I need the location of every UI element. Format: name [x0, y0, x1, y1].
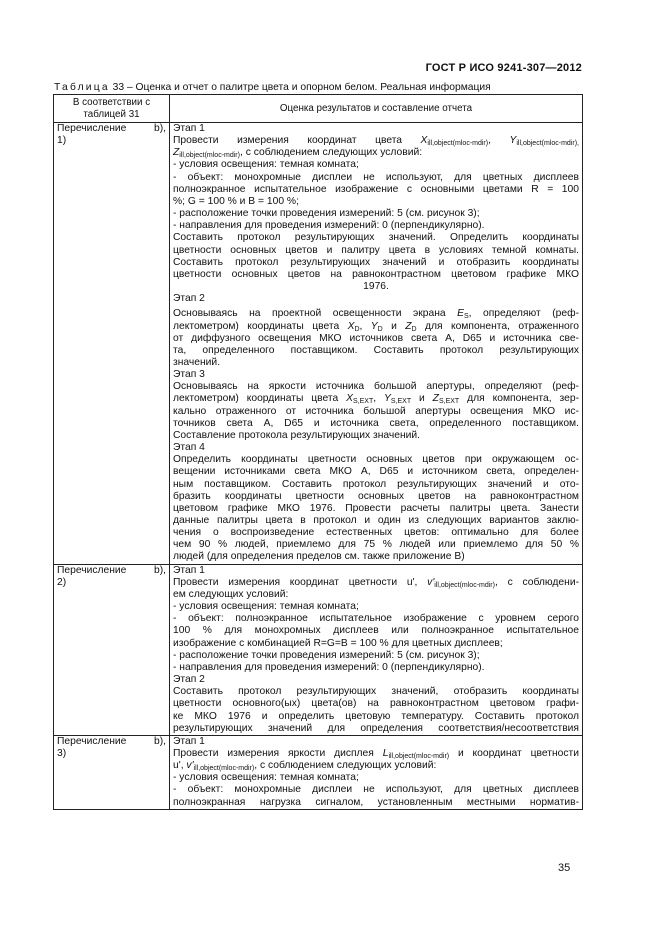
content-line: данные палитры цвета в протокол и один из следующих вариантов заклю-	[173, 515, 579, 526]
content-line: - направления для проведения измерений: 0 (перпендикулярно).	[173, 220, 485, 232]
content-line: чения о воспроизведение естественных цветов: оптимально для более	[173, 527, 579, 539]
caption-text: 33 – Оценка и отчет о палитре цвета и опорном белом. Реальная информация	[109, 82, 491, 93]
content-line: результирующих значений для определения соответствия/несоответствия	[173, 722, 579, 734]
row-content-cell	[170, 735, 583, 809]
table-row	[54, 735, 583, 809]
document-code: ГОСТ Р ИСО 9241-307—2012	[425, 62, 582, 74]
content-line: Этап 1	[173, 735, 205, 747]
row-reference-number: 1)	[57, 135, 67, 147]
page-number: 35	[558, 862, 571, 874]
content-line: Основываясь на проектной освещенности экрана $E_S$, определяют (реф-	[173, 308, 579, 321]
column-header-evaluation: Оценка результатов и составление отчета	[170, 95, 583, 123]
row-content-cell	[170, 564, 583, 735]
content-line: - условия освещения: темная комната;	[173, 601, 359, 613]
row-reference-letter: b),	[153, 564, 166, 576]
content-line: - объект: полноэкранное испытательное изображение с уровнем серого	[173, 613, 579, 625]
row-reference-cell	[54, 564, 170, 735]
column-header-reference-line-1: В соответствии с	[72, 97, 151, 108]
content-line: - объект: монохромные дисплеи не используют, для цветных дисплеев	[173, 171, 579, 183]
row-reference-line	[57, 736, 166, 748]
row-reference-line	[57, 123, 166, 135]
content-line: Основываясь на яркости источника большой апертуры, определяют (реф-	[173, 381, 579, 393]
content-line: - условия освещения: темная комната;	[173, 159, 359, 171]
content-line: Этап 1	[173, 123, 205, 134]
content-line: ке МКО 1976 и определить цветовую температуру. Составить протокол	[173, 710, 579, 722]
column-header-reference-line-2: таблицей 31	[83, 108, 140, 120]
content-line: 100 % для монохромных дисплеев или полноэкранное испытательное	[173, 625, 579, 637]
content-line: кально отраженного от источника большой апертуры освещения МКО ис-	[173, 405, 579, 417]
content-line: ным поставщиком. Составить протокол результирующих значений и ото-	[173, 478, 579, 490]
evaluation-table	[53, 94, 583, 810]
content-line: значений.	[173, 356, 221, 368]
row-reference-cell	[54, 735, 170, 809]
content-line: людей (для определения пределов см. также приложение B)	[173, 551, 465, 563]
content-line: Провести измерения координат цвета $X_{ill,object(mloc-mdir)}$, $Y_{ill,object(mloc-mdir),}$	[173, 135, 579, 148]
table-caption	[54, 82, 614, 94]
content-line: лектометром) координаты цвета $X_D$, $Y_D$ и $Z_D$ для компонента, отраженного	[173, 320, 579, 333]
row-reference-word: Перечисление	[57, 564, 127, 576]
content-line: Составить протокол результирующих значений, отобразить координаты	[173, 686, 579, 698]
row-reference-line	[57, 565, 166, 577]
content-line: Этап 2	[173, 293, 205, 305]
table-header-row	[54, 95, 583, 123]
content-line: u', $v'_{ill,object(mloc-mdir)}$, с соблюдением следующих условий:	[173, 760, 437, 773]
content-line: та, определенного поставщиком. Составить протокол результирующих	[173, 344, 579, 356]
row-reference-word: Перечисление	[57, 123, 127, 134]
content-line: 1976.	[363, 281, 389, 293]
content-line: ем следующих условий:	[173, 588, 289, 600]
row-reference-number: 2)	[57, 576, 67, 588]
content-line: цветности основных цветов и палитру цвета в условиях темной комнаты.	[173, 244, 579, 256]
content-line: цветовом графике МКО 1976. Провести расчеты палитры цвета. Занести	[173, 502, 579, 514]
content-line: чем 90 % людей, приемлемо для 75 % людей или приемлемо для 50 %	[173, 539, 579, 551]
content-line: - расположение точки проведения измерений: 5 (см. рисунок 3);	[173, 208, 480, 220]
content-line: Этап 3	[173, 369, 205, 381]
content-line: %; G = 100 % и B = 100 %;	[173, 195, 299, 207]
content-line: $Z_{ill,object(mloc-mdir)}$, с соблюдением следующих условий:	[173, 147, 423, 160]
content-line: вещении источниками света МКО A, D65 и источником света, определен-	[173, 466, 579, 478]
content-line: цветности основного(ых) цвета(ов) на равноконтрастном цветовом графи-	[173, 698, 579, 710]
row-reference-letter: b),	[153, 123, 166, 134]
content-line: полноэкранное испытательное изображение с основными цветами R = 100	[173, 183, 579, 195]
content-line: Составление протокола результирующих значений.	[173, 429, 421, 441]
content-line: Этап 4	[173, 442, 205, 454]
content-line: цветности основных цветов на равноконтрастном цветовом графике МКО	[173, 268, 579, 280]
content-line: изображение с комбинацией R=G=B = 100 % для цветных дисплеев;	[173, 637, 503, 649]
table-body	[54, 123, 583, 810]
row-content-cell	[170, 123, 583, 565]
row-reference-cell	[54, 123, 170, 565]
content-line: точников света A, D65 и источника света, определенного поставщиком.	[173, 417, 579, 429]
content-line: - условия освещения: темная комната;	[173, 772, 359, 784]
content-line: полноэкранная нагрузка сигналом, установленным местными норматив-	[173, 796, 579, 808]
table-row	[54, 123, 583, 565]
content-line: лектометром) координаты цвета $X_{S,EXT}$, $Y_{S,EXT}$ и $Z_{S,EXT}$ для компонента, зер-	[173, 393, 579, 406]
column-header-reference	[54, 95, 170, 123]
content-line: Определить координаты цветности основных цветов при окружающем ос-	[173, 454, 579, 466]
row-reference-number: 3)	[57, 747, 67, 759]
content-line: Этап 2	[173, 674, 205, 686]
content-line: - объект: монохромные дисплеи не используют, для цветных дисплеев	[173, 784, 579, 796]
content-line: Провести измерения координат цветности u', $v'_{ill,object(mloc-mdir)}$, с соблюдени-	[173, 576, 580, 589]
content-line: Провести измерения яркости дисплея $L_{ill,object(mloc-mdir)}$ и координат цветности	[173, 747, 579, 760]
content-line: - направления для проведения измерений: 0 (перпендикулярно).	[173, 661, 485, 673]
content-line: Составить протокол результирующих значений и отобразить координаты	[173, 256, 579, 268]
content-line: - расположение точки проведения измерений: 5 (см. рисунок 3);	[173, 649, 480, 661]
table-row	[54, 564, 583, 735]
row-reference-letter: b),	[153, 735, 166, 747]
content-line: бразить координаты цветности основных цветов на равноконтрастном	[173, 490, 579, 502]
content-line: от диффузного освещения МКО источников света A, D65 и источника све-	[173, 332, 579, 344]
content-line: Составить протокол результирующих значений. Определить координаты	[173, 232, 579, 244]
content-line: Этап 1	[173, 564, 205, 576]
row-reference-word: Перечисление	[57, 735, 127, 747]
caption-label: Таблица	[54, 82, 110, 93]
